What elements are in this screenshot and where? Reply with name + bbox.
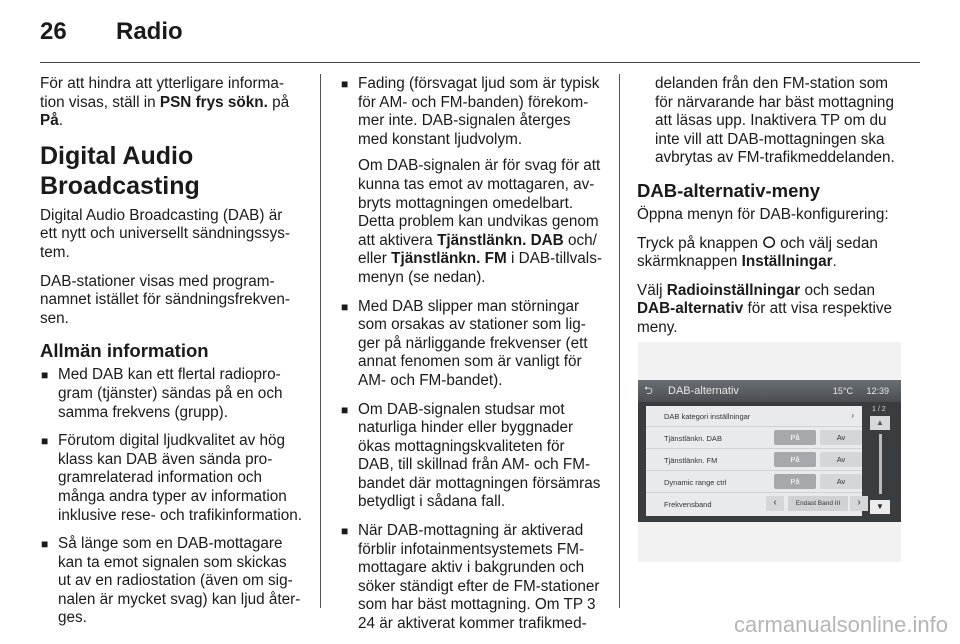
temperature: 15°C [832,386,853,396]
on-button[interactable]: På [774,474,816,489]
option-row[interactable]: DAB kategori inställningar › [646,406,862,427]
column-1 [40,75,302,638]
page-number: 26 [40,18,67,45]
watermark: carmanualsonline.info [733,612,948,637]
page-header [40,18,183,46]
screen-title-bar [638,380,901,402]
off-button[interactable]: Av [820,474,862,489]
option-row: Tjänstlänkn. DAB På Av [646,428,862,449]
list-item: ■ Så länge som en DAB-mottagare kan ta emot signalen som skickas ut av en radiostation (även om signalen är mycket svag) kan ljud återges. [40,535,302,628]
band-selector[interactable]: Endast Band III [788,496,848,511]
option-row: Dynamic range ctrl På Av [646,472,862,493]
dab-heading: Digital Audio Broadcasting [40,141,200,200]
list-item: ■ Fading (försvagat ljud som är typisk för AM- och FM-banden) förekommer inte. DAB-signalen återges med konstant ljudvolym. Om DAB-signalen är för svag för att kunna tas emot av mottagaren, avbryts mottagningen omedelbart. Detta problem kan undvikas genom att aktivera Tjänstlänkn. DAB och/ eller Tjänstlänkn. FM i DAB-tillvalsmenyn (se nedan). [340,75,602,288]
dab-options-screenshot [638,342,901,562]
infotainment-screen [638,380,901,522]
screen-title: DAB-alternativ [668,385,739,397]
list-item: ■ När DAB-mottagning är aktiverad förblir infotainmentsystemets FM-mottagare aktiv i bakgrunden och söker ständigt efter de FM-stationer som har bäst mottagning. Om TP 3 24 är aktiverat kommer trafikmed- [340,522,602,634]
general-info-heading: Allmän information [40,340,209,362]
scrollbar[interactable] [866,406,894,516]
dab-menu-paragraph-2: Tryck på knappen ⵔ och välj sedan skärmknappen Inställningar. [637,234,878,271]
on-button[interactable]: På [774,452,816,467]
home-icon: ⵔ [762,234,776,252]
options-panel [646,406,862,516]
list-item: ■ Med DAB kan ett flertal radioprogram (tjänster) sändas på en och samma frekvens (grupp). [40,366,302,422]
chevron-right-icon[interactable]: › [850,496,868,511]
option-row: Frekvensband ‹ Endast Band III › [646,494,862,514]
dab-menu-paragraph-3: Välj Radioinställningar och sedan DAB-alternativ för att visa respektive meny. [637,281,893,336]
scroll-track[interactable] [879,434,882,494]
scroll-up-icon[interactable]: ▲ [870,416,890,430]
header-rule [40,62,920,63]
column-divider [619,74,620,608]
list-item: ■ Med DAB slipper man störningar som orsakas av stationer som ligger på närliggande frekvenser (ett annat fenomen som är vanligt för AM- och FM-bandet). [340,298,602,391]
list-item: ■ Förutom digital ljudkvalitet av hög klass kan DAB även sända programrelaterad information och många andra typer av information inklusive rese- och trafikinformation. [40,432,302,525]
off-button[interactable]: Av [820,452,862,467]
back-icon[interactable]: ⮌ [644,385,653,397]
intro-paragraph: För att hindra att ytterligare information visas, ställ in PSN frys sökn. på På. [40,75,290,130]
column-divider [320,74,321,608]
continued-paragraph: delanden från den FM-station som för närvarande har bäst mottagning att läsas upp. Inaktivera TP om du inte vill att DAB-mottagningen ska avbrytas av FM-trafikmeddelanden. [655,75,895,167]
dab-menu-paragraph-1: Öppna menyn för DAB-konfigurering: [637,205,889,223]
clock: 12:39 [866,386,889,396]
column-2 [340,75,602,644]
column-3 [637,75,907,348]
option-row: Tjänstlänkn. FM På Av [646,450,862,471]
dab-menu-heading: DAB-alternativ-meny [637,179,820,201]
on-button[interactable]: På [774,430,816,445]
off-button[interactable]: Av [820,430,862,445]
section-title: Radio [116,18,183,45]
page-indicator: 1 / 2 [872,406,886,413]
dab-paragraph-1: Digital Audio Broadcasting (DAB) är ett nytt och universellt sändningssystem. [40,206,290,261]
list-item: ■ Om DAB-signalen studsar mot naturliga hinder eller byggnader ökas mottagningskvaliteten för DAB, till skillnad från AM- och FM-bandet där mottagningen försämras betydligt i sådana fall. [340,401,602,513]
chevron-right-icon: › [851,411,854,420]
page-reference-link[interactable]: 3 24 [358,596,596,633]
dab-paragraph-2: DAB-stationer visas med programnamnet istället för sändningsfrekvensen. [40,272,290,327]
scroll-down-icon[interactable]: ▼ [870,500,890,514]
chevron-left-icon[interactable]: ‹ [766,496,784,511]
